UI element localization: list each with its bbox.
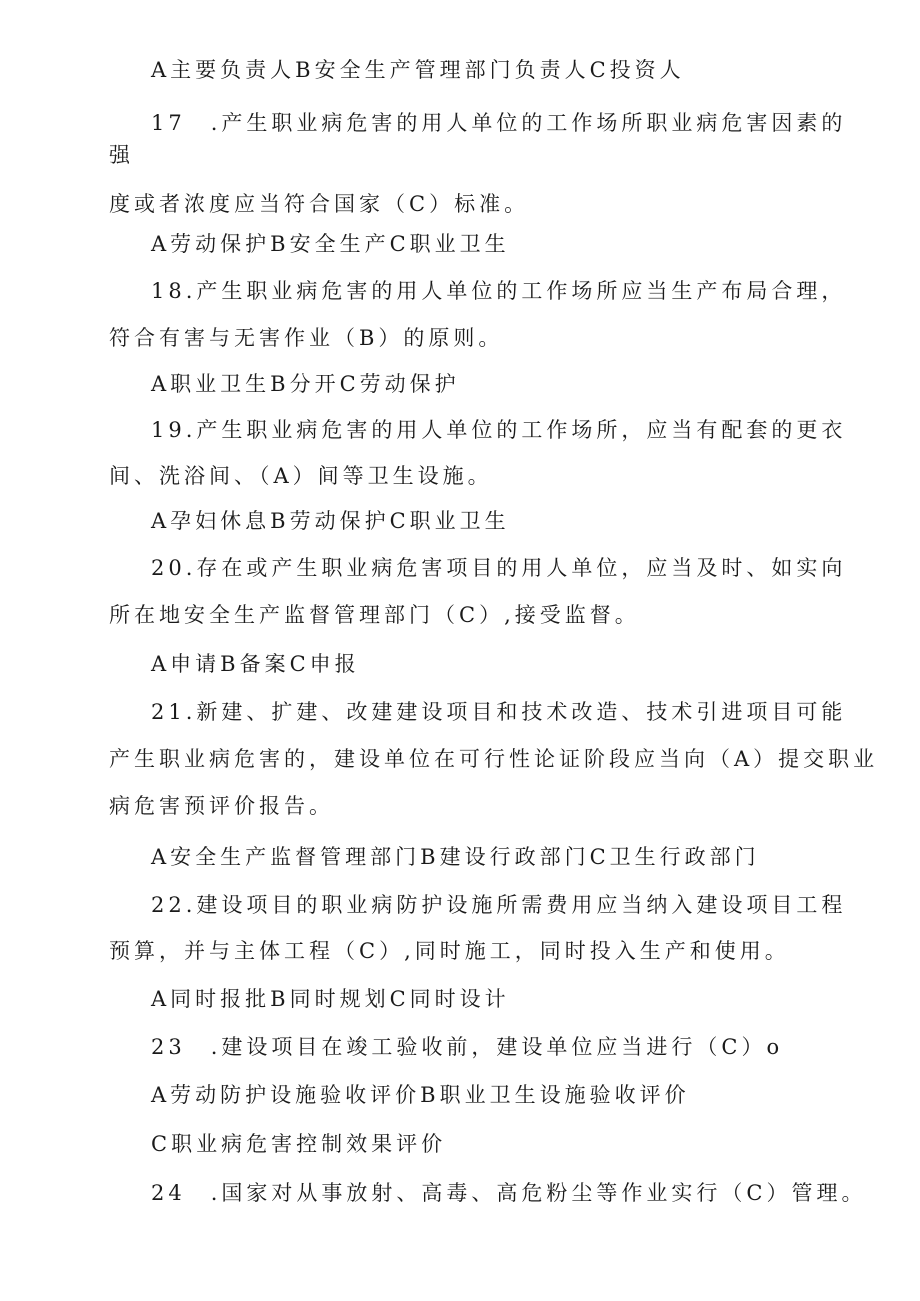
option-line-19: A孕妇休息B劳动保护C职业卫生	[151, 509, 510, 533]
question-24-line-1: 24 .国家对从事放射、高毒、高危粉尘等作业实行（C）管理。	[151, 1181, 867, 1205]
question-22-line-1: 22.建设项目的职业病防护设施所需费用应当纳入建设项目工程	[151, 893, 847, 917]
question-17-line-2: 强	[109, 143, 134, 167]
question-18-line-2: 符合有害与无害作业（B）的原则。	[109, 326, 504, 350]
question-21-line-2: 产生职业病危害的，建设单位在可行性论证阶段应当向（A）提交职业	[109, 747, 879, 771]
question-17-line-1: 17 .产生职业病危害的用人单位的工作场所职业病危害因素的	[151, 111, 847, 135]
question-22-line-2: 预算，并与主体工程（C）,同时施工，同时投入生产和使用。	[109, 939, 790, 963]
option-line-21: A安全生产监督管理部门B建设行政部门C卫生行政部门	[151, 845, 760, 869]
option-line-23a: A劳动防护设施验收评价B职业卫生设施验收评价	[151, 1083, 690, 1107]
question-21-line-3: 病危害预评价报告。	[109, 794, 334, 818]
question-19-line-1: 19.产生职业病危害的用人单位的工作场所，应当有配套的更衣	[151, 418, 847, 442]
question-20-line-2: 所在地安全生产监督管理部门（C）,接受监督。	[109, 603, 640, 627]
option-line-16: A主要负责人B安全生产管理部门负责人C投资人	[151, 58, 685, 82]
question-19-line-2: 间、洗浴间、（A）间等卫生设施。	[109, 464, 493, 488]
question-21-line-1: 21.新建、扩建、改建建设项目和技术改造、技术引进项目可能	[151, 700, 847, 724]
option-line-20: A申请B备案C申报	[151, 652, 360, 676]
option-line-18: A职业卫生B分开C劳动保护	[151, 372, 460, 396]
option-line-17: A劳动保护B安全生产C职业卫生	[151, 232, 510, 256]
question-17-line-3: 度或者浓度应当符合国家（C）标准。	[109, 192, 530, 216]
option-line-22: A同时报批B同时规划C同时设计	[151, 987, 510, 1011]
question-20-line-1: 20.存在或产生职业病危害项目的用人单位，应当及时、如实向	[151, 556, 847, 580]
question-18-line-1: 18.产生职业病危害的用人单位的工作场所应当生产布局合理，	[151, 279, 847, 303]
option-line-23b: C职业病危害控制效果评价	[151, 1132, 447, 1156]
question-23-line-1: 23 .建设项目在竣工验收前，建设单位应当进行（C）o	[151, 1035, 784, 1059]
